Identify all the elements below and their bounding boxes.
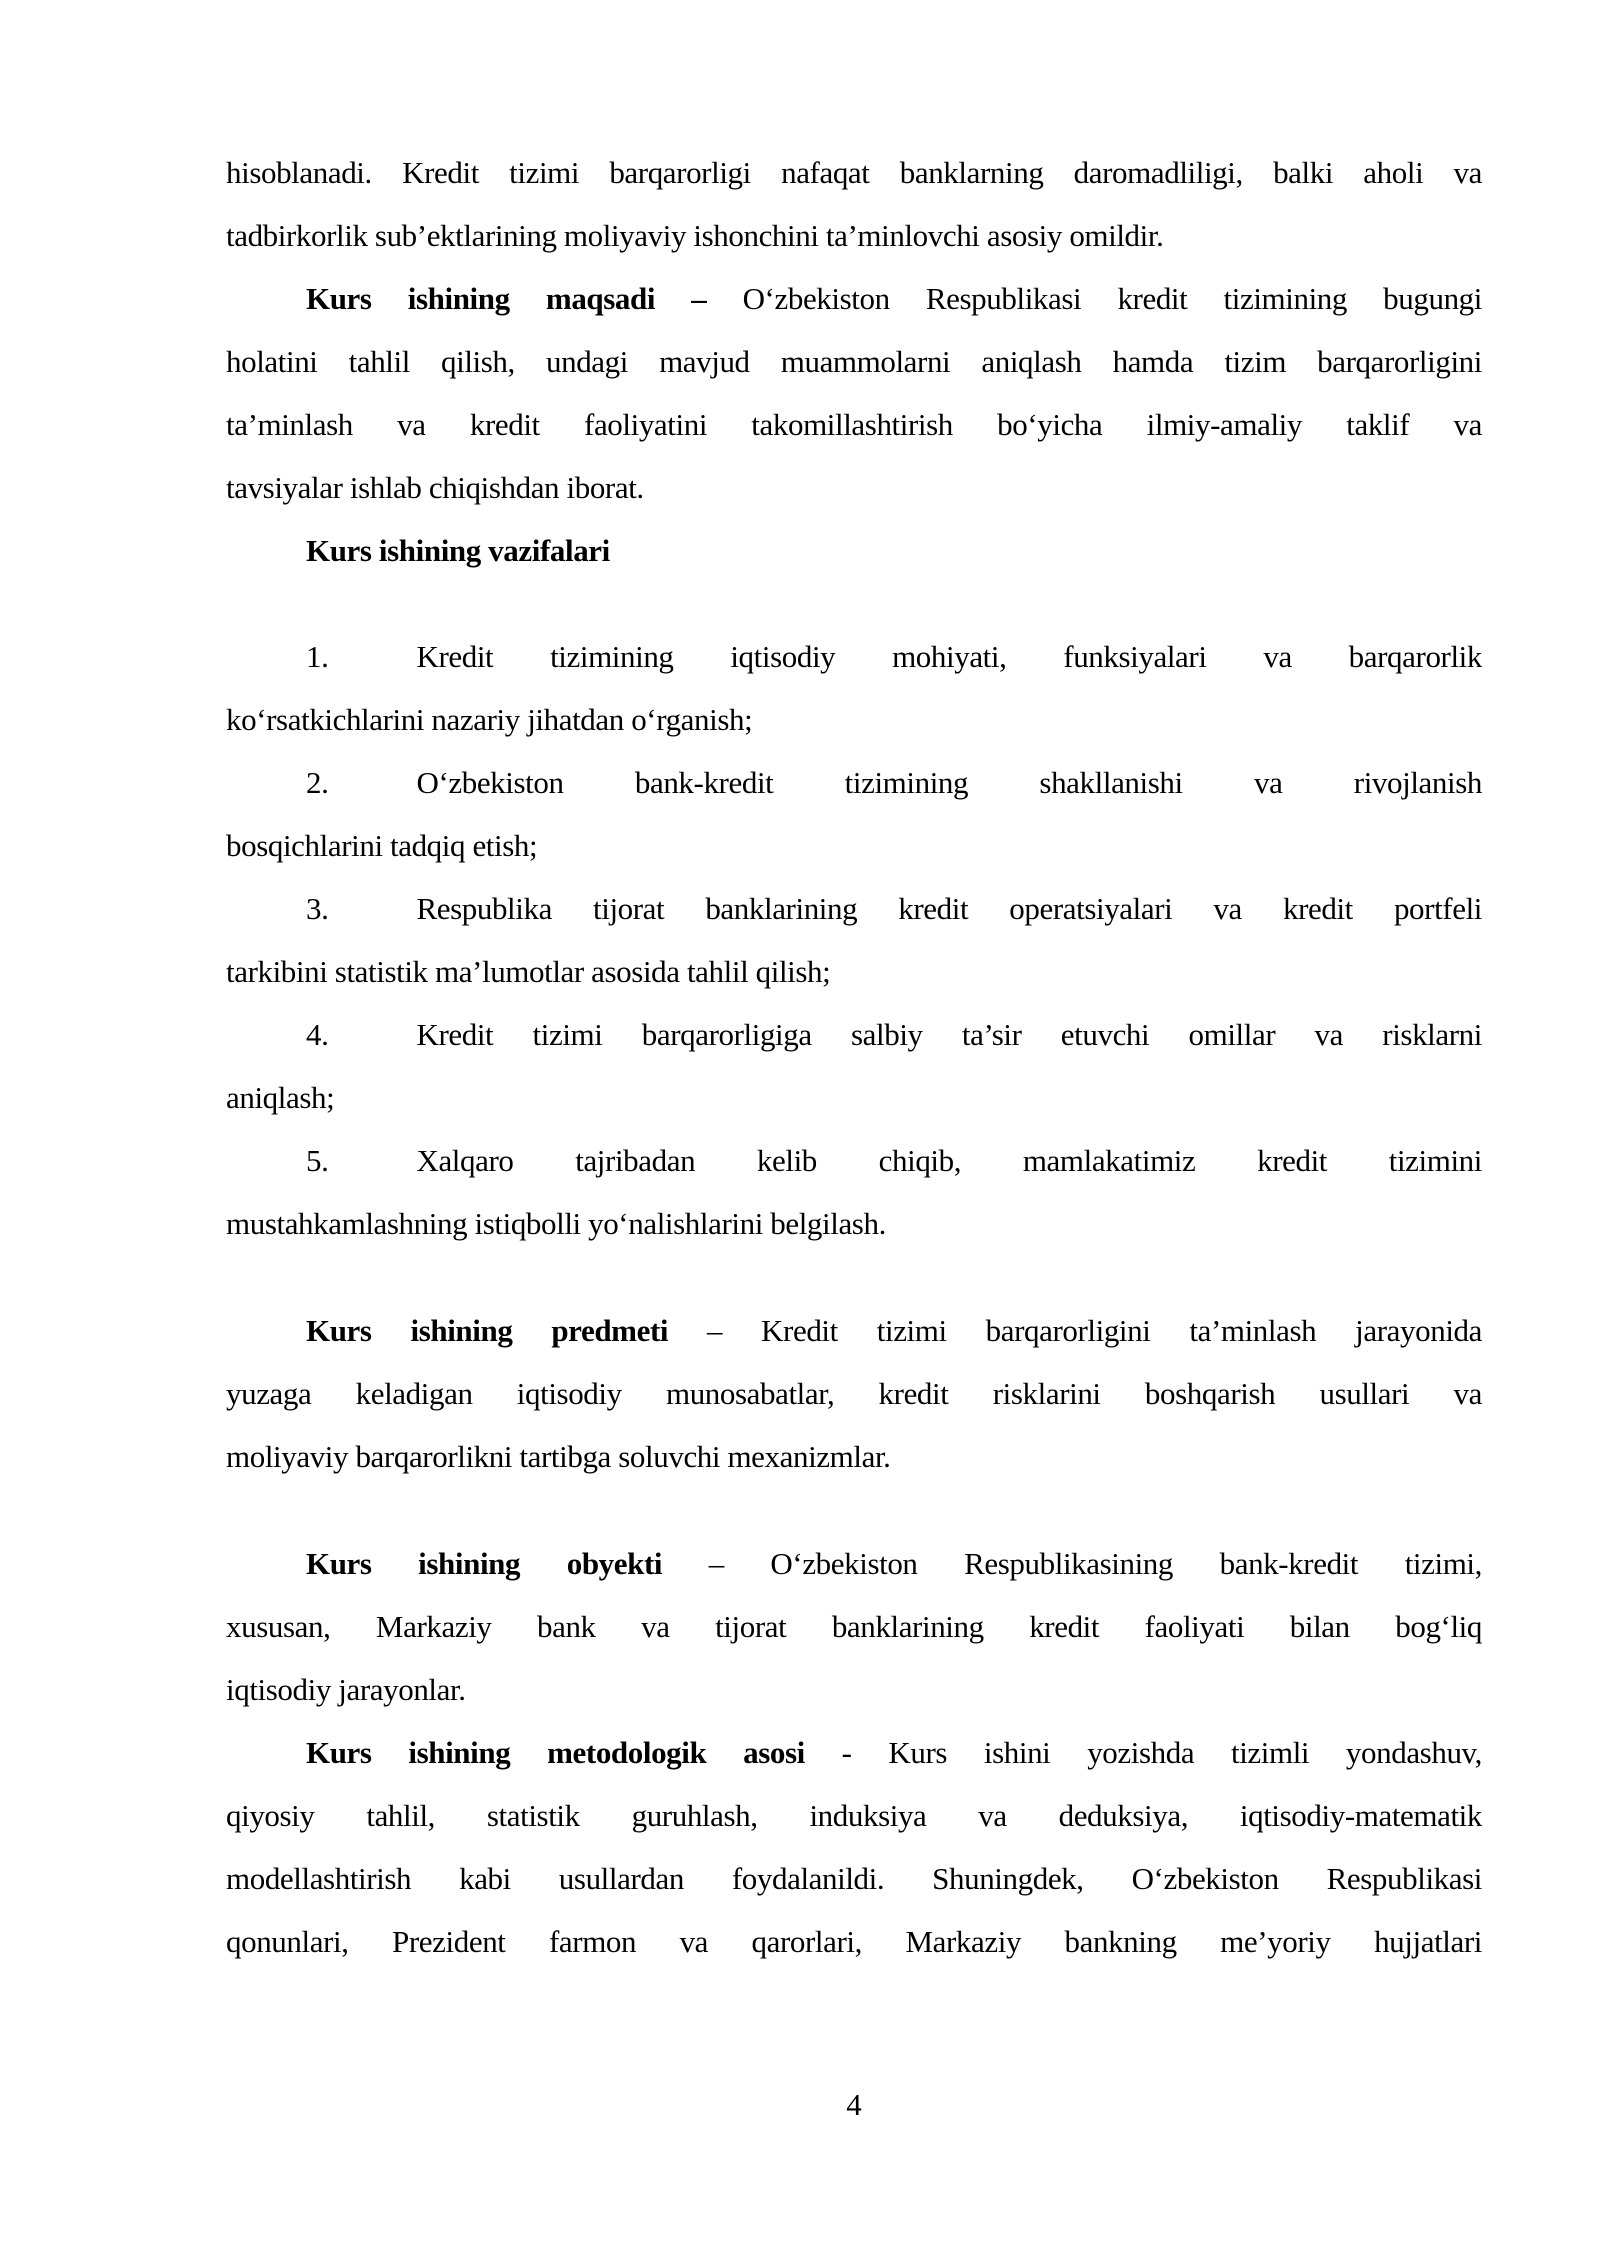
list-number: 2. [306,765,329,800]
text-run: O‘zbekiston bank-kredit tizimining shakllanishi va rivojlanish [416,765,1482,800]
text-line [226,625,1482,688]
task-item-2 [226,751,1482,877]
metodologiya-paragraph [226,1721,1482,1973]
text-line: aniqlash; [226,1080,335,1115]
metodologiya-heading: Kurs ishining metodologik asosi [306,1735,805,1770]
vazifalar-heading: Kurs ishining vazifalari [306,533,610,568]
text-run: O‘zbekiston Respublikasi kredit tizimining bugungi [706,281,1482,316]
list-number: 5. [306,1143,329,1178]
maqsad-paragraph [226,267,1482,519]
text-run: – O‘zbekiston Respublikasining bank-kredit tizimi, [662,1546,1482,1581]
text-run: Respublika tijorat banklarining kredit operatsiyalari va kredit portfeli [416,891,1482,926]
text-line: qiyosiy tahlil, statistik guruhlash, induksiya va deduksiya, iqtisodiy-matematik [226,1798,1482,1833]
text-run: Xalqaro tajribadan kelib chiqib, mamlakatimiz kredit tizimini [416,1143,1482,1178]
maqsad-heading: Kurs ishining maqsadi – [306,281,707,316]
text-line [226,1129,1482,1192]
task-item-3 [226,877,1482,1003]
text-line: holatini tahlil qilish, undagi mavjud muammolarni aniqlash hamda tizim barqarorligini [226,344,1482,379]
text-run: - Kurs ishini yozishda tizimli yondashuv, [804,1735,1482,1770]
task-item-5 [226,1129,1482,1255]
list-number: 1. [306,639,329,674]
text-line: iqtisodiy jarayonlar. [226,1672,466,1707]
intro-paragraph [226,141,1482,267]
text-line [226,1532,1482,1595]
text-line: tadbirkorlik sub’ektlarining moliyaviy ishonchini ta’minlovchi asosiy omildir. [226,218,1164,253]
text-run: Kredit tizimining iqtisodiy mohiyati, funksiyalari va barqarorlik [416,639,1482,674]
text-line: ta’minlash va kredit faoliyatini takomillashtirish bo‘yicha ilmiy-amaliy taklif va [226,407,1482,442]
text-block [226,141,1482,1973]
text-run: – Kredit tizimi barqarorligini ta’minlash jarayonida [668,1313,1482,1348]
text-line: tarkibini statistik ma’lumotlar asosida tahlil qilish; [226,954,831,989]
text-line: tavsiyalar ishlab chiqishdan iborat. [226,470,644,505]
obyekt-heading: Kurs ishining obyekti [306,1546,663,1581]
text-line: bosqichlarini tadqiq etish; [226,828,538,863]
text-line [226,1299,1482,1362]
obyekt-paragraph [226,1532,1482,1721]
text-line: hisoblanadi. Kredit tizimi barqarorligi nafaqat banklarning daromadliligi, balki aholi va [226,155,1482,190]
task-item-4 [226,1003,1482,1129]
task-item-1 [226,625,1482,751]
text-line: modellashtirish kabi usullardan foydalanildi. Shuningdek, O‘zbekiston Respublikasi [226,1861,1482,1896]
text-line [226,1721,1482,1784]
text-line: ko‘rsatkichlarini nazariy jihatdan o‘rganish; [226,702,753,737]
page-number: 4 [846,2087,862,2122]
text-line [226,519,1482,582]
text-line: qonunlari, Prezident farmon va qarorlari, Markaziy bankning me’yoriy hujjatlari [226,1924,1482,1959]
text-run: Kredit tizimi barqarorligiga salbiy ta’sir etuvchi omillar va risklarni [416,1017,1482,1052]
text-line [226,751,1482,814]
predmet-paragraph [226,1299,1482,1488]
text-line [226,267,1482,330]
text-line: yuzaga keladigan iqtisodiy munosabatlar, kredit risklarini boshqarish usullari va [226,1376,1482,1411]
text-line [226,877,1482,940]
text-line: moliyaviy barqarorlikni tartibga soluvchi mexanizmlar. [226,1439,891,1474]
text-line [226,1003,1482,1066]
text-line: mustahkamlashning istiqbolli yo‘nalishlarini belgilash. [226,1206,886,1241]
text-line: xususan, Markaziy bank va tijorat banklarining kredit faoliyati bilan bog‘liq [226,1609,1482,1644]
list-number: 4. [306,1017,329,1052]
vazifalar-heading-paragraph [226,519,1482,582]
predmet-heading: Kurs ishining predmeti [306,1313,669,1348]
list-number: 3. [306,891,329,926]
